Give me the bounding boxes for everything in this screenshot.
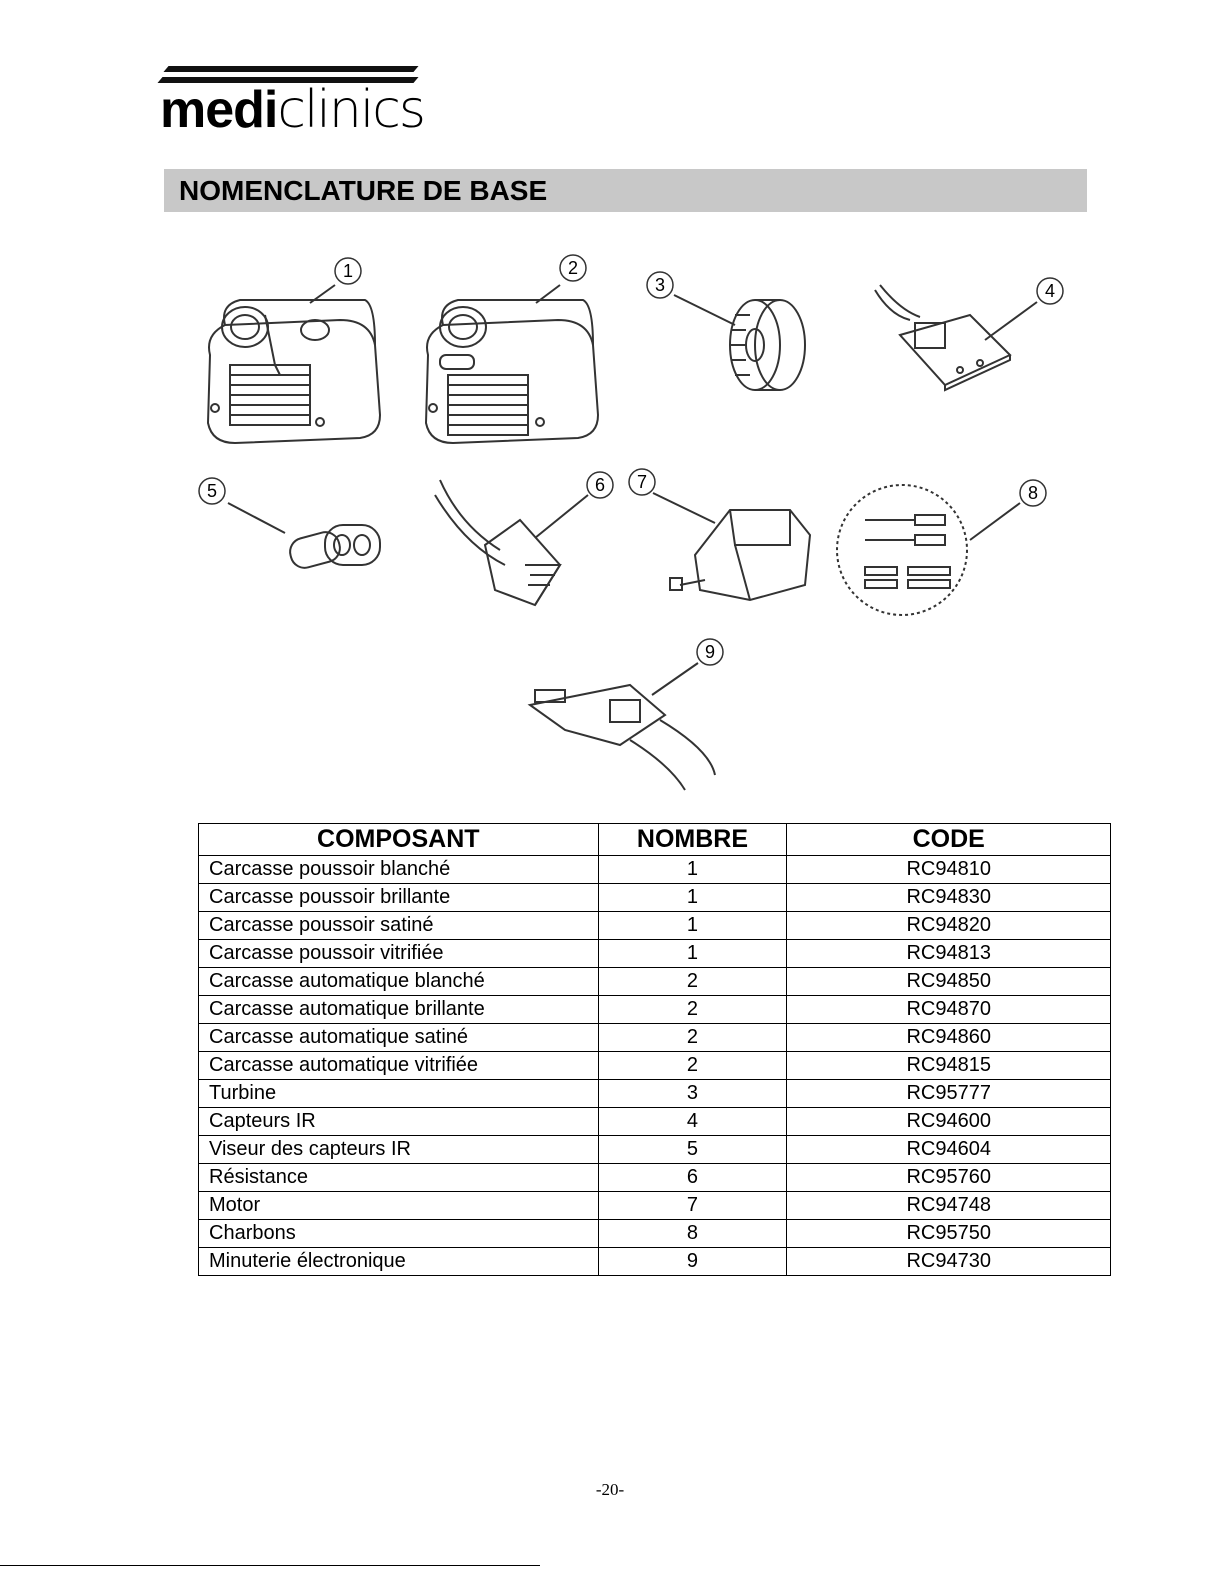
svg-text:4: 4 — [1044, 281, 1056, 301]
cell-code: RC94830 — [787, 884, 1111, 912]
callout-2 — [560, 255, 586, 281]
part-6-resistance — [435, 480, 560, 605]
col-header-code: CODE — [787, 824, 1111, 856]
cell-code: RC94730 — [787, 1248, 1111, 1276]
cell-composant: Minuterie électronique — [199, 1248, 599, 1276]
parts-drawing — [190, 245, 1090, 805]
mediclinics-logo — [160, 62, 425, 142]
part-9-timer-board — [530, 685, 715, 790]
cell-code: RC94815 — [787, 1052, 1111, 1080]
cell-composant: Carcasse poussoir brillante — [199, 884, 599, 912]
col-header-nombre: NOMBRE — [598, 824, 787, 856]
cell-nombre: 5 — [598, 1136, 787, 1164]
cell-code: RC94604 — [787, 1136, 1111, 1164]
svg-text:3: 3 — [654, 275, 666, 295]
table-row — [199, 1024, 1111, 1052]
cell-composant: Carcasse poussoir blanché — [199, 856, 599, 884]
table-header-row — [199, 824, 1111, 856]
cell-code: RC94870 — [787, 996, 1111, 1024]
part-3-turbine — [730, 300, 805, 390]
table-row — [199, 912, 1111, 940]
table-row — [199, 856, 1111, 884]
svg-text:7: 7 — [636, 472, 648, 492]
cell-nombre: 1 — [598, 884, 787, 912]
page-number: -20- — [595, 1480, 625, 1499]
table-row — [199, 1080, 1111, 1108]
table-row — [199, 940, 1111, 968]
cell-composant: Carcasse automatique brillante — [199, 996, 599, 1024]
cell-code: RC95777 — [787, 1080, 1111, 1108]
cell-code: RC94810 — [787, 856, 1111, 884]
table-row — [199, 1136, 1111, 1164]
callout-8 — [1020, 480, 1046, 506]
cell-composant: Carcasse automatique blanché — [199, 968, 599, 996]
svg-text:2: 2 — [567, 258, 579, 278]
cell-code: RC95750 — [787, 1220, 1111, 1248]
table-row — [199, 1052, 1111, 1080]
section-header — [164, 169, 1087, 212]
cell-nombre: 4 — [598, 1108, 787, 1136]
cell-nombre: 3 — [598, 1080, 787, 1108]
cell-code: RC94860 — [787, 1024, 1111, 1052]
cell-composant: Carcasse poussoir vitrifiée — [199, 940, 599, 968]
cell-composant: Motor — [199, 1192, 599, 1220]
callout-6 — [587, 472, 613, 498]
cell-code: RC94600 — [787, 1108, 1111, 1136]
cell-composant: Carcasse automatique satiné — [199, 1024, 599, 1052]
cell-nombre: 2 — [598, 1052, 787, 1080]
logo-stripe — [163, 66, 418, 72]
cell-code: RC94820 — [787, 912, 1111, 940]
svg-text:9: 9 — [704, 642, 716, 662]
cell-code: RC94813 — [787, 940, 1111, 968]
callout-7 — [629, 469, 655, 495]
callout-3 — [647, 272, 673, 298]
part-8-brushes — [837, 485, 967, 615]
cell-code: RC94850 — [787, 968, 1111, 996]
callout-5 — [199, 478, 225, 504]
cell-composant: Charbons — [199, 1220, 599, 1248]
cell-nombre: 1 — [598, 856, 787, 884]
table-row — [199, 1164, 1111, 1192]
cell-nombre: 2 — [598, 996, 787, 1024]
part-2-casing-auto — [426, 300, 598, 443]
cell-code: RC94748 — [787, 1192, 1111, 1220]
cell-composant: Carcasse automatique vitrifiée — [199, 1052, 599, 1080]
table-row — [199, 968, 1111, 996]
table-row — [199, 996, 1111, 1024]
part-5-sensor-viewer — [287, 525, 380, 571]
parts-illustration — [190, 245, 1090, 805]
cell-nombre: 6 — [598, 1164, 787, 1192]
part-7-motor — [670, 510, 810, 600]
cell-nombre: 2 — [598, 1024, 787, 1052]
parts-table — [198, 823, 1111, 1276]
cell-composant: Viseur des capteurs IR — [199, 1136, 599, 1164]
cell-nombre: 7 — [598, 1192, 787, 1220]
table-body — [199, 856, 1111, 1276]
svg-text:1: 1 — [342, 261, 354, 281]
cell-code: RC95760 — [787, 1164, 1111, 1192]
table-row — [199, 1220, 1111, 1248]
section-title: NOMENCLATURE DE BASE — [179, 175, 548, 206]
cell-composant: Turbine — [199, 1080, 599, 1108]
cell-nombre: 9 — [598, 1248, 787, 1276]
callout-9 — [697, 639, 723, 665]
cell-composant: Résistance — [199, 1164, 599, 1192]
cell-nombre: 8 — [598, 1220, 787, 1248]
part-1-casing-push — [208, 300, 380, 443]
table-row — [199, 1248, 1111, 1276]
svg-text:8: 8 — [1027, 483, 1039, 503]
callout-4 — [1037, 278, 1063, 304]
table-row — [199, 884, 1111, 912]
cell-nombre: 1 — [598, 940, 787, 968]
cell-composant: Carcasse poussoir satiné — [199, 912, 599, 940]
logo-wordmark: mediclinics — [160, 80, 424, 140]
cell-nombre: 2 — [598, 968, 787, 996]
cell-composant: Capteurs IR — [199, 1108, 599, 1136]
table-row — [199, 1108, 1111, 1136]
footnote-rule — [0, 1565, 540, 1566]
callout-1 — [335, 258, 361, 284]
table-row — [199, 1192, 1111, 1220]
svg-text:6: 6 — [594, 475, 606, 495]
col-header-composant: COMPOSANT — [199, 824, 599, 856]
cell-nombre: 1 — [598, 912, 787, 940]
svg-text:5: 5 — [206, 481, 218, 501]
